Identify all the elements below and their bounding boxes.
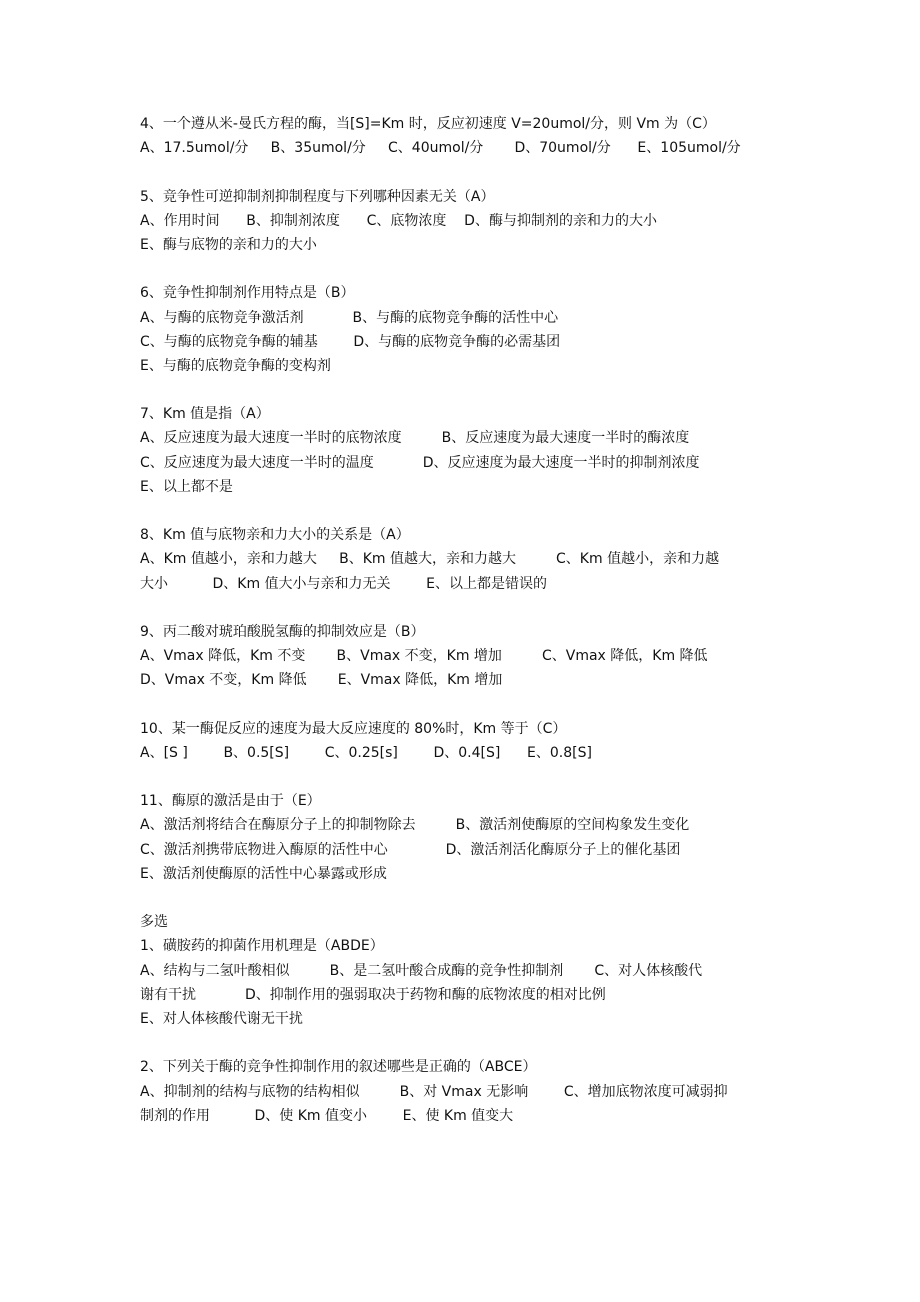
spacer	[140, 693, 790, 717]
question-6-options: A、与酶的底物竞争激活剂 B、与酶的底物竞争酶的活性中心	[140, 309, 559, 326]
section-heading-multiple-choice: 多选	[140, 914, 168, 931]
question-8-options-cont: 大小 D、Km 值大小与亲和力无关 E、以上都是错误的	[140, 575, 547, 592]
multiple-choice-1-stem: 1、磺胺药的抑菌作用机理是（ABDE）	[140, 938, 384, 955]
multiple-choice-1-options-cont: 谢有干扰 D、抑制作用的强弱取决于药物和酶的底物浓度的相对比例	[140, 986, 606, 1003]
multiple-choice-question-2	[140, 1055, 790, 1128]
question-11-options: A、激活剂将结合在酶原分子上的抑制物除去 B、激活剂使酶原的空间构象发生变化	[140, 817, 690, 834]
question-9	[140, 620, 790, 693]
multiple-choice-1-options-cont: E、对人体核酸代谢无干扰	[140, 1010, 303, 1027]
spacer	[140, 596, 790, 620]
question-7-options-cont: C、反应速度为最大速度一半时的温度 D、反应速度为最大速度一半时的抑制剂浓度	[140, 454, 700, 471]
spacer	[140, 1031, 790, 1055]
question-8	[140, 523, 790, 596]
question-7-options-cont: E、以上都不是	[140, 478, 233, 495]
question-10	[140, 717, 790, 765]
question-8-stem: 8、Km 值与底物亲和力大小的关系是（A）	[140, 527, 410, 544]
spacer	[140, 499, 790, 523]
spacer	[140, 160, 790, 184]
multiple-choice-2-options: A、抑制剂的结构与底物的结构相似 B、对 Vmax 无影响 C、增加底物浓度可减弱抑	[140, 1083, 728, 1100]
document-page	[140, 112, 790, 1128]
spacer	[140, 257, 790, 281]
question-11-stem: 11、酶原的激活是由于（E）	[140, 793, 321, 810]
question-6-options-cont: C、与酶的底物竞争酶的辅基 D、与酶的底物竞争酶的必需基团	[140, 333, 561, 350]
question-4	[140, 112, 790, 160]
multiple-choice-question-1	[140, 910, 790, 1031]
question-11-options-cont: C、激活剂携带底物进入酶原的活性中心 D、激活剂活化酶原分子上的催化基团	[140, 841, 681, 858]
question-10-options: A、[S ] B、0.5[S] C、0.25[s] D、0.4[S] E、0.8[S]	[140, 744, 592, 761]
question-9-stem: 9、丙二酸对琥珀酸脱氢酶的抑制效应是（B）	[140, 623, 425, 640]
question-5-options: A、作用时间 B、抑制剂浓度 C、底物浓度 D、酶与抑制剂的亲和力的大小	[140, 212, 657, 229]
question-10-stem: 10、某一酶促反应的速度为最大反应速度的 80%时，Km 等于（C）	[140, 720, 567, 737]
question-4-stem: 4、一个遵从米-曼氏方程的酶，当[S]=Km 时，反应初速度 V=20umol/分，则 Vm 为（C）	[140, 116, 716, 132]
question-11-options-cont: E、激活剂使酶原的活性中心暴露或形成	[140, 865, 387, 882]
question-5	[140, 185, 790, 258]
question-6-options-cont: E、与酶的底物竞争酶的变构剂	[140, 357, 331, 374]
multiple-choice-2-stem: 2、下列关于酶的竞争性抑制作用的叙述哪些是正确的（ABCE）	[140, 1059, 537, 1076]
question-4-options: A、17.5umol/分 B、35umol/分 C、40umol/分 D、70umol/分 E、105umol/分	[140, 140, 741, 157]
question-7-stem: 7、Km 值是指（A）	[140, 406, 270, 423]
spacer	[140, 886, 790, 910]
question-5-stem: 5、竞争性可逆抑制剂抑制程度与下列哪种因素无关（A）	[140, 188, 495, 205]
question-6	[140, 281, 790, 378]
question-9-options: A、Vmax 降低，Km 不变 B、Vmax 不变，Km 增加 C、Vmax 降低，Km 降低	[140, 648, 708, 665]
question-8-options: A、Km 值越小，亲和力越大 B、Km 值越大，亲和力越大 C、Km 值越小，亲和力越	[140, 551, 720, 568]
question-9-options-cont: D、Vmax 不变，Km 降低 E、Vmax 降低，Km 增加	[140, 672, 503, 689]
question-6-stem: 6、竞争性抑制剂作用特点是（B）	[140, 285, 355, 302]
multiple-choice-2-options-cont: 制剂的作用 D、使 Km 值变小 E、使 Km 值变大	[140, 1107, 514, 1124]
multiple-choice-1-options: A、结构与二氢叶酸相似 B、是二氢叶酸合成酶的竞争性抑制剂 C、对人体核酸代	[140, 962, 703, 979]
question-7	[140, 402, 790, 499]
spacer	[140, 765, 790, 789]
spacer	[140, 378, 790, 402]
question-11	[140, 789, 790, 886]
question-5-options-cont: E、酶与底物的亲和力的大小	[140, 236, 317, 253]
question-7-options: A、反应速度为最大速度一半时的底物浓度 B、反应速度为最大速度一半时的酶浓度	[140, 430, 690, 447]
